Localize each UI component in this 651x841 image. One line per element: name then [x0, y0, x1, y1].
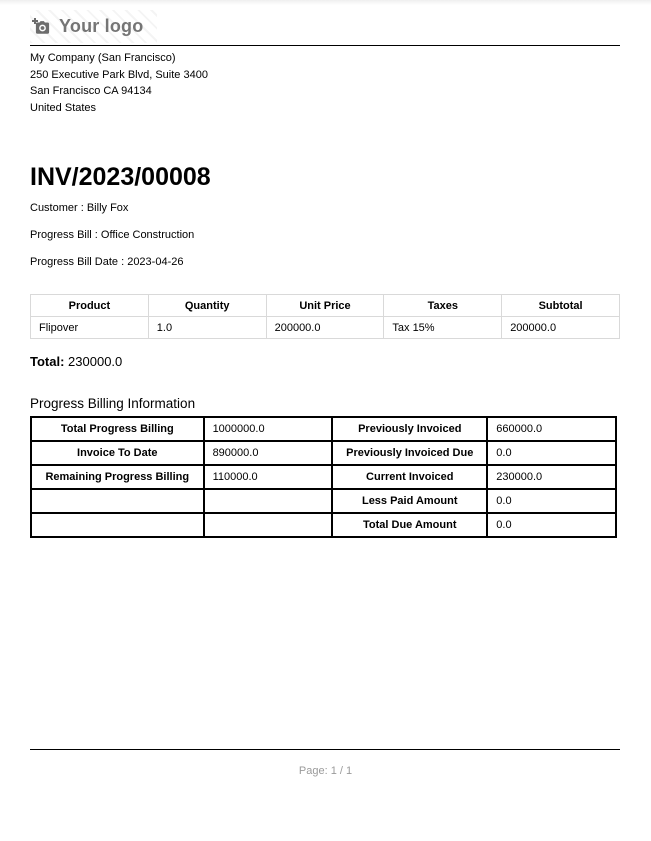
page-number: Page: 1 / 1: [298, 765, 353, 777]
camera-plus-icon: [32, 18, 50, 35]
progress-billing-table: [30, 416, 617, 538]
invoice-number-title: INV/2023/00008: [30, 163, 211, 191]
product-row: [31, 317, 620, 339]
progress-row-2: [31, 441, 616, 465]
customer-line: Customer : Billy Fox: [30, 202, 129, 214]
product-cell-quantity: 1.0: [148, 317, 266, 339]
product-cell-name: Flipover: [31, 317, 149, 339]
footer-divider: [30, 749, 620, 750]
label-total-due-amount: Total Due Amount: [332, 513, 487, 537]
col-header-product: Product: [31, 295, 149, 317]
value-total-progress-billing: 1000000.0: [204, 417, 333, 441]
empty-cell: [204, 513, 333, 537]
total-line: [30, 354, 620, 369]
col-header-quantity: Quantity: [148, 295, 266, 317]
company-city: San Francisco CA 94134: [30, 85, 152, 97]
header-divider: [30, 45, 620, 46]
value-previously-invoiced: 660000.0: [487, 417, 616, 441]
company-logo-placeholder: [30, 10, 157, 43]
logo-text: Your logo: [59, 16, 144, 36]
product-cell-taxes: Tax 15%: [384, 317, 502, 339]
progress-row-5: [31, 513, 616, 537]
label-total-progress-billing: Total Progress Billing: [31, 417, 204, 441]
col-header-taxes: Taxes: [384, 295, 502, 317]
company-address-block: [30, 50, 620, 116]
progress-row-1: [31, 417, 616, 441]
total-label: Total:: [30, 354, 65, 369]
label-previously-invoiced-due: Previously Invoiced Due: [332, 441, 487, 465]
empty-cell: [204, 489, 333, 513]
product-lines-table: [30, 294, 620, 339]
empty-cell: [31, 489, 204, 513]
product-cell-subtotal: 200000.0: [502, 317, 620, 339]
product-cell-unit-price: 200000.0: [266, 317, 384, 339]
value-previously-invoiced-due: 0.0: [487, 441, 616, 465]
progress-row-4: [31, 489, 616, 513]
label-current-invoiced: Current Invoiced: [332, 465, 487, 489]
company-country: United States: [30, 101, 97, 114]
empty-cell: [31, 513, 204, 537]
progress-billing-heading: Progress Billing Information: [30, 396, 196, 411]
value-invoice-to-date: 890000.0: [204, 441, 333, 465]
total-value: 230000.0: [68, 354, 123, 369]
product-table-header-row: [31, 295, 620, 317]
progress-bill-line: Progress Bill : Office Construction: [30, 229, 195, 241]
value-remaining-progress-billing: 110000.0: [204, 465, 333, 489]
label-less-paid-amount: Less Paid Amount: [332, 489, 487, 513]
label-invoice-to-date: Invoice To Date: [31, 441, 204, 465]
label-previously-invoiced: Previously Invoiced: [332, 417, 487, 441]
value-current-invoiced: 230000.0: [487, 465, 616, 489]
company-street: 250 Executive Park Blvd, Suite 3400: [30, 68, 208, 81]
col-header-subtotal: Subtotal: [502, 295, 620, 317]
label-remaining-progress-billing: Remaining Progress Billing: [31, 465, 204, 489]
progress-bill-date-line: Progress Bill Date : 2023-04-26: [30, 256, 184, 268]
col-header-unit-price: Unit Price: [266, 295, 384, 317]
value-less-paid-amount: 0.0: [487, 489, 616, 513]
progress-row-3: [31, 465, 616, 489]
company-name: My Company (San Francisco): [30, 52, 176, 64]
value-total-due-amount: 0.0: [487, 513, 616, 537]
